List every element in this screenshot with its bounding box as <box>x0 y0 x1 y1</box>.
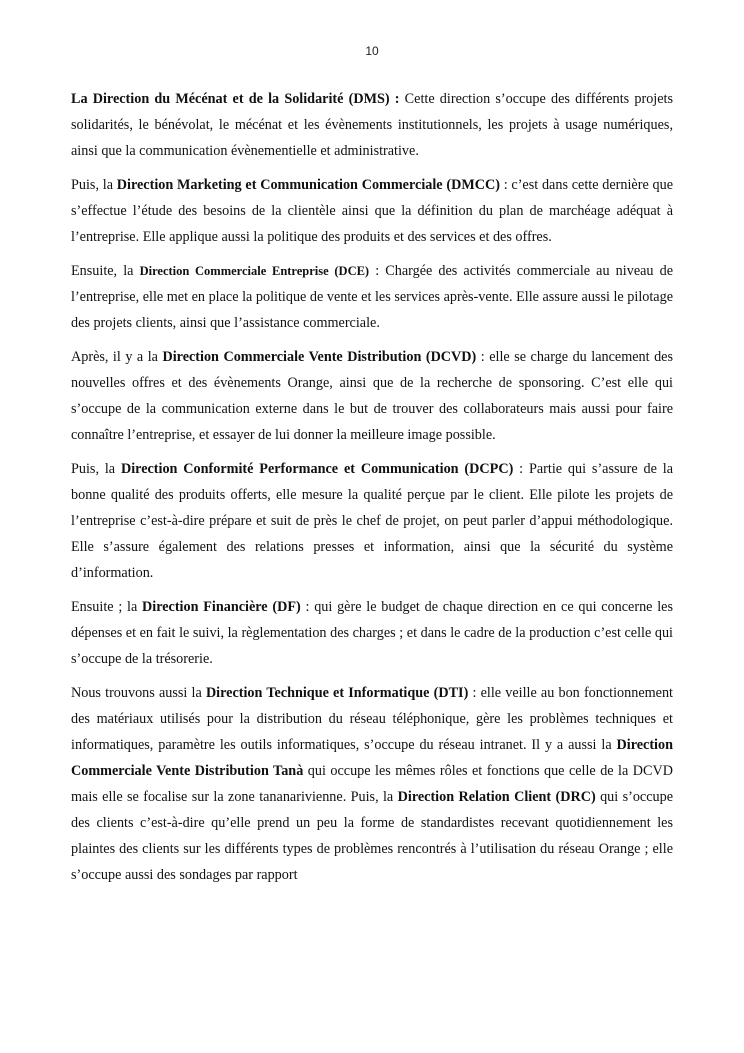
intro-dce: Ensuite, la <box>71 263 140 279</box>
body-text <box>71 86 673 896</box>
heading-dce: Direction Commerciale Entreprise (DCE) <box>139 264 370 278</box>
text-dti: : elle veille au bon fonctionnement des matériaux utilisés pour la distribution du réseau téléphonique, gère les problèmes techniques et informatiques, paramètre les outils informatiques, s’occupe du réseau intranet. Il y a aussi la <box>71 685 673 753</box>
text-dmcc: : c’est dans cette dernière que s’effectue l’étude des besoins de la clientèle ainsi que la définition du plan de marchéage adéquat à l’entreprise. Elle applique aussi la politique des produits et des services et des offres. <box>71 177 673 245</box>
paragraph-dti <box>71 680 673 888</box>
heading-dms: La Direction du Mécénat et de la Solidarité (DMS) : <box>71 91 400 107</box>
paragraph-dcvd <box>71 344 673 448</box>
paragraph-dce <box>71 258 673 336</box>
heading-drc: Direction Relation Client (DRC) <box>397 789 596 805</box>
text-dcvd-tana: qui occupe les mêmes rôles et fonctions que celle de la DCVD mais elle se focalise sur la zone tananarivienne. Puis, la <box>71 763 673 805</box>
text-dcpc: : Partie qui s’assure de la bonne qualité des produits offerts, elle mesure la qualité perçue par le client. Elle pilote les projets de l’entreprise c’est-à-dire prépare et suit de près le chef de projet, on peut parler d’appui méthodologique. Elle s’assure également des relations presses et information, ainsi que la sécurité du système d’information. <box>71 461 673 581</box>
intro-df: Ensuite ; la <box>71 599 143 615</box>
paragraph-dms <box>71 86 673 164</box>
paragraph-dmcc <box>71 172 673 250</box>
heading-dti: Direction Technique et Informatique (DTI) <box>205 685 469 701</box>
text-drc: qui s’occupe des clients c’est-à-dire qu’elle prend un peu la forme de standardistes recevant quotidiennement les plaintes des clients sur les différents types de problèmes rencontrés à l’utilisation du réseau Orange ; elle s’occupe aussi des sondages par rapport <box>71 789 673 883</box>
intro-dti: Nous trouvons aussi la <box>71 685 206 701</box>
paragraph-df <box>71 594 673 672</box>
heading-dcpc: Direction Conformité Performance et Communication (DCPC) <box>120 461 514 477</box>
heading-df: Direction Financière (DF) <box>142 599 301 615</box>
heading-dcvd: Direction Commerciale Vente Distribution (DCVD) <box>162 349 477 365</box>
heading-dcvd-tana: Direction Commerciale Vente Distribution Tanà <box>71 737 673 779</box>
intro-dcvd: Après, il y a la <box>71 349 163 365</box>
heading-dmcc: Direction Marketing et Communication Commerciale (DMCC) <box>116 177 500 193</box>
page-number: 10 <box>365 44 379 58</box>
text-dce: : Chargée des activités commerciale au niveau de l’entreprise, elle met en place la politique de vente et les services après-vente. Elle assure aussi le pilotage des projets clients, ainsi que l’assistance commerciale. <box>71 263 674 331</box>
text-dcvd: : elle se charge du lancement des nouvelles offres et des évènements Orange, ainsi que de la recherche de sponsoring. C’est elle qui s’occupe de la communication externe dans le but de trouver des collaborateurs mais aussi pour faire connaître l’entreprise, et essayer de lui donner la meilleure image possible. <box>71 349 673 443</box>
text-dms: Cette direction s’occupe des différents projets solidarités, le bénévolat, le mécénat et les évènements institutionnels, les projets à usage numériques, ainsi que la communication évènementielle et administrative. <box>71 91 674 159</box>
paragraph-dcpc <box>71 456 673 586</box>
intro-dmcc: Puis, la <box>71 177 117 193</box>
intro-dcpc: Puis, la <box>71 461 121 477</box>
text-df: : qui gère le budget de chaque direction en ce qui concerne les dépenses et en fait le suivi, la règlementation des charges ; et dans le cadre de la production c’est celle qui s’occupe de la trésorerie. <box>71 599 673 667</box>
